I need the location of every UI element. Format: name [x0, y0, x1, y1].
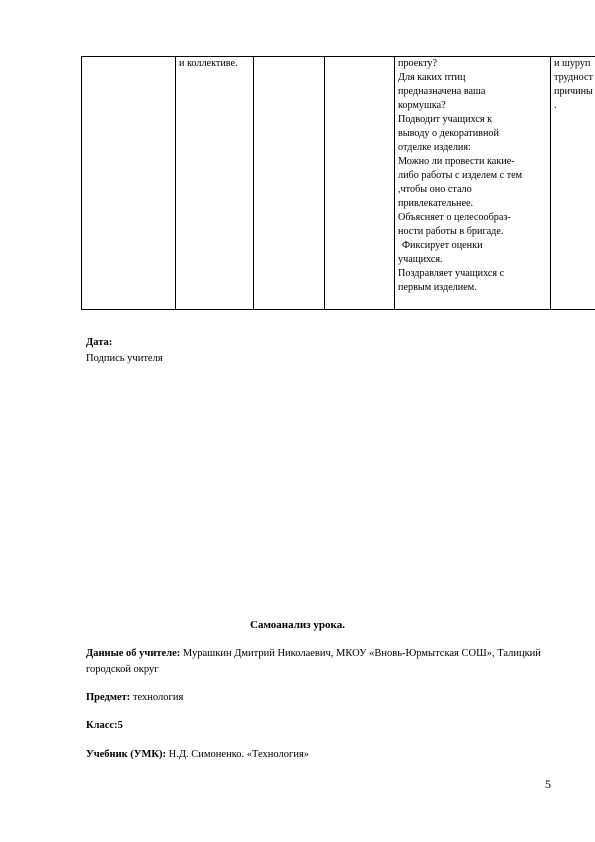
class-info: Класс:5	[86, 720, 123, 731]
table-cell-3	[254, 57, 325, 310]
teacher-label: Данные об учителе:	[86, 648, 181, 659]
signature-label: Подпись учителя	[86, 353, 163, 364]
teacher-value: Мурашкин Дмитрий Николаевич, МКОУ «Вновь-Юрмытская СОШ», Талицкий городской округ	[86, 648, 541, 675]
cell-line: привлекательнее.	[398, 198, 474, 209]
cell-line: ,чтобы оно стало	[398, 184, 472, 195]
subject-value: технология	[130, 692, 184, 703]
table-cell-4	[325, 57, 395, 310]
textbook-label: Учебник (УМК):	[86, 749, 167, 760]
cell-line: проекту?	[398, 58, 438, 69]
cell-line: Для каких птиц	[398, 72, 466, 83]
date-label: Дата:	[86, 337, 113, 348]
cell-line: первым изделием.	[398, 282, 477, 293]
textbook-info	[86, 749, 309, 760]
cell-line: Подводит учащихся к	[398, 114, 493, 125]
cell-line: .	[554, 100, 557, 111]
subject-info	[86, 692, 183, 703]
subject-label: Предмет:	[86, 692, 131, 703]
cell-text: и коллективе.	[179, 58, 238, 69]
teacher-info	[86, 646, 566, 678]
cell-line: Объясняет о целесообраз-	[398, 212, 511, 223]
cell-line: предназначена ваша	[398, 86, 486, 97]
cell-line: причины	[554, 86, 593, 97]
cell-line: трудност	[554, 72, 593, 83]
table-cell-2	[176, 57, 254, 310]
cell-line: Можно ли провести какие-	[398, 156, 515, 167]
cell-line: и шуруп	[554, 58, 591, 69]
lesson-table	[81, 56, 595, 310]
textbook-value: Н.Д. Симоненко. «Технология»	[166, 749, 310, 760]
cell-line: Фиксирует оценки	[402, 240, 483, 251]
cell-line: ности работы в бригаде.	[398, 226, 504, 237]
table-row	[82, 57, 595, 310]
cell-line: кормушка?	[398, 100, 446, 111]
section-title: Самоанализ урока.	[250, 619, 345, 631]
page-number: 5	[545, 777, 551, 791]
cell-line: Поздравляет учащихся с	[398, 268, 505, 279]
cell-line: отделке изделия:	[398, 142, 471, 153]
cell-line: либо работы с изделем с тем	[398, 170, 523, 181]
cell-line: выводу о декоративной	[398, 128, 499, 139]
table-cell-1	[82, 57, 176, 310]
cell-line: учащихся.	[398, 254, 443, 265]
table-cell-6	[551, 57, 595, 310]
table-cell-5	[395, 57, 551, 310]
